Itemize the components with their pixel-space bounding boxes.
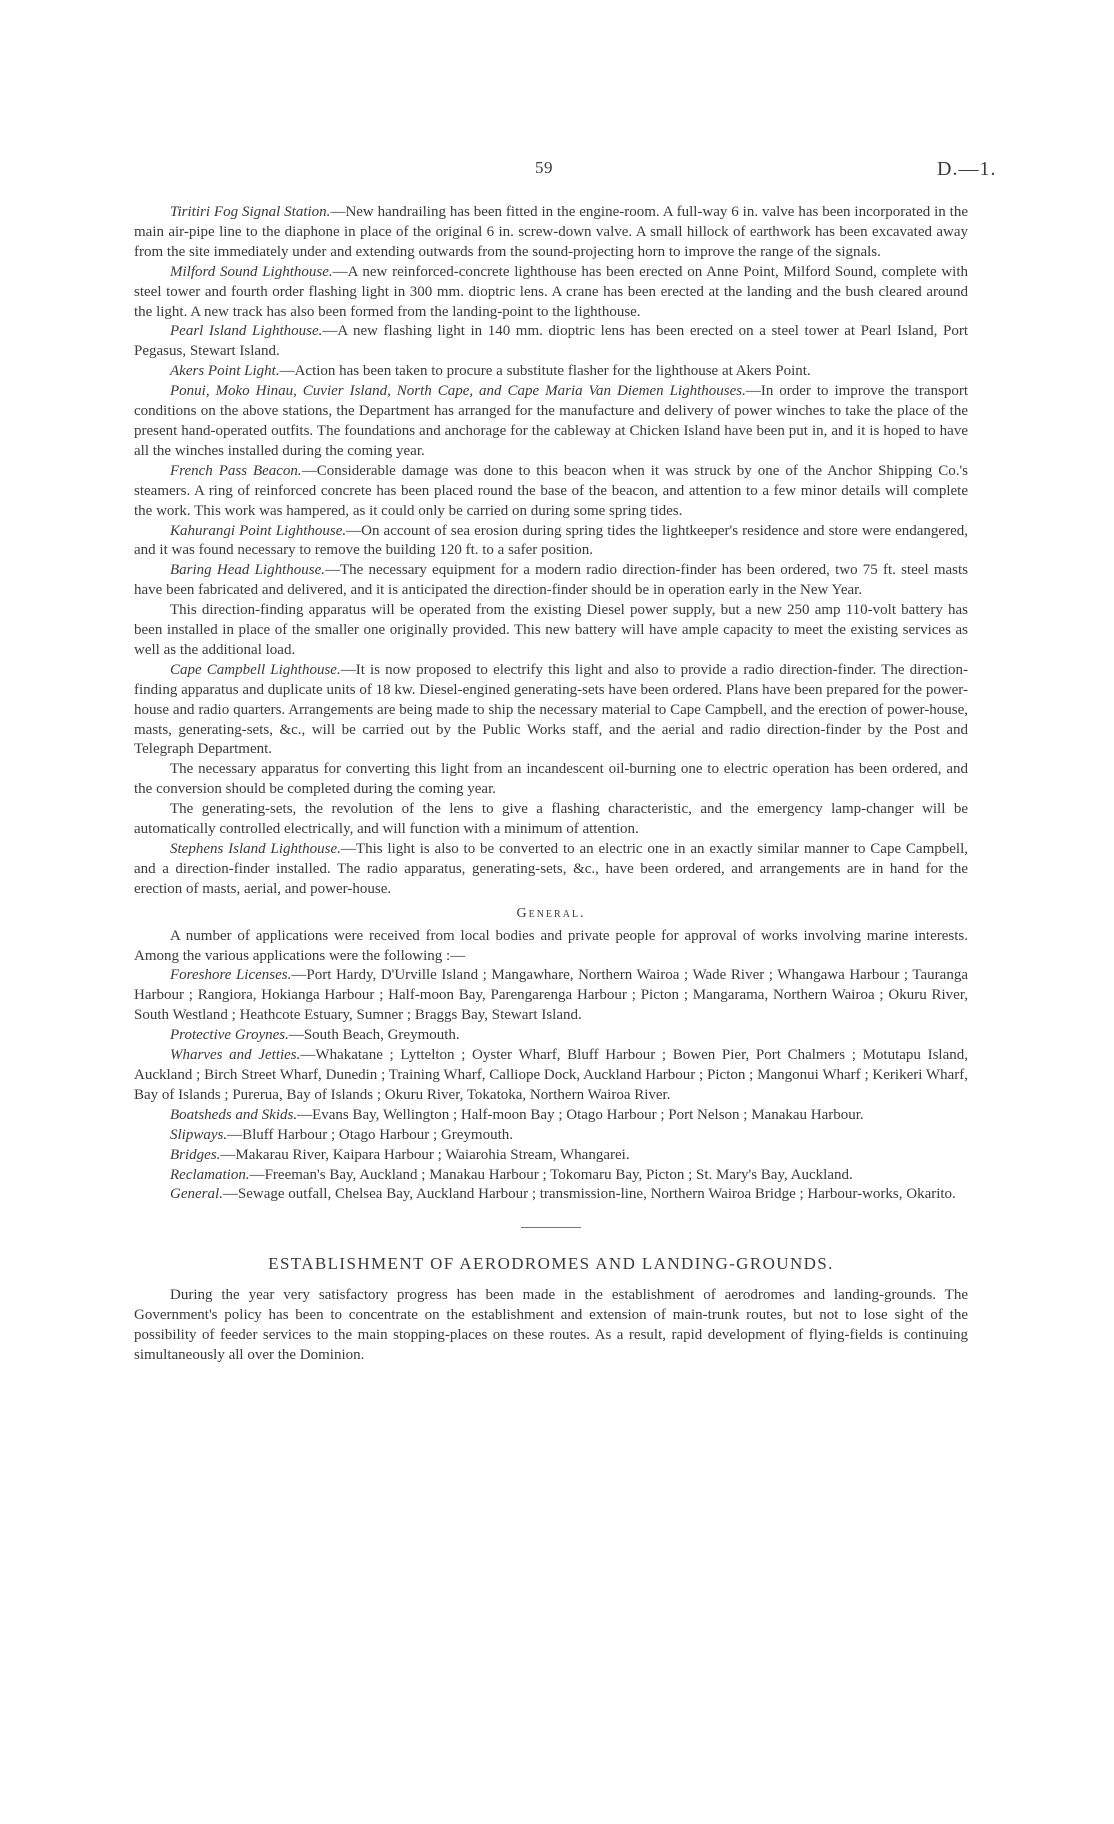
document-body [134,203,968,1366]
paragraph-text: —In order to improve the transport conditions on the above stations, the Department has arranged for the manufacture and delivery of power winches to take the place of the present hand-operated outfits. The foundations and anchorage for the cableway at Chicken Island have been put in, and it is hoped to have all the winches installed during the coming year. [134,383,968,459]
paragraph-text: —Evans Bay, Wellington ; Half-moon Bay ; Otago Harbour ; Port Nelson ; Manakau Harbour. [297,1106,864,1123]
paragraph-title: French Pass Beacon. [170,462,302,479]
paragraph-text: —New handrailing has been fitted in the engine-room. A full-way 6 in. valve has been incorporated in the main air-pipe line to the diaphone in place of the original 6 in. screw-down valve. A small hillock of earthwork has been excavated away from the site immediately under and extending outwards from the sound-projecting horn to improve the range of the signals. [134,204,968,260]
aerodromes-heading: ESTABLISHMENT OF AERODROMES AND LANDING-GROUNDS. [268,1254,834,1274]
paragraph [134,966,968,1026]
paragraph [134,927,968,967]
paragraph-text: —It is now proposed to electrify this light and also to provide a radio direction-finder. The direction-finding apparatus and duplicate units of 18 kw. Diesel-engined generating-sets have been ordered. Plans have been prepared for the power-house and radio quarters. Arrangements are being made to ship the necessary material to Cape Campbell, and the erection of power-house, masts, generating-sets, &c., will be carried out by the Public Works staff, and the aerial and radio direction-finder by the Post and Telegraph Department. [134,661,968,758]
paragraph-title: Baring Head Lighthouse. [170,562,326,579]
paragraph-title: Reclamation. [170,1166,250,1183]
paragraph-title: Bridges. [170,1146,221,1163]
paragraph [134,760,968,800]
paragraph [134,382,968,462]
paragraph-title: Foreshore Licenses. [170,967,292,984]
paragraph [134,1185,968,1205]
paragraph-text: This direction-finding apparatus will be operated from the existing Diesel power supply, but a new 250 amp 110-volt battery has been installed in place of the smaller one originally provided. This new battery will have ample capacity to meet the existing services as well as the additional load. [134,602,968,658]
section-divider [521,1227,581,1228]
paragraph [134,522,968,562]
paragraph-text: The generating-sets, the revolution of the lens to give a flashing characteristic, and the emergency lamp-changer will be automatically controlled electrically, and will function with a minimum of attention. [134,801,968,838]
paragraph-text: —Bluff Harbour ; Otago Harbour ; Greymouth. [227,1126,514,1143]
paragraph [134,561,968,601]
paragraph-title: Tiritiri Fog Signal Station. [170,204,331,220]
general-heading: General. [516,905,586,921]
paragraph-text: —South Beach, Greymouth. [288,1027,460,1044]
paragraph [134,800,968,840]
paragraph-title: Cape Campbell Lighthouse. [170,661,341,678]
paragraph-title: Milford Sound Lighthouse. [170,263,333,280]
paragraph [134,362,968,382]
paragraph [134,462,968,522]
paragraph-title: Akers Point Light. [170,363,280,380]
paragraph-text: —Whakatane ; Lyttelton ; Oyster Wharf, Bluff Harbour ; Bowen Pier, Port Chalmers ; Motutapu Island, Auckland ; Birch Street Wharf, Dunedin ; Training Wharf, Calliope Dock, Auckland Harbour ; Picton ; Mangonui Wharf ; Kerikeri Wharf, Bay of Islands ; Purerua, Bay of Islands ; Okuru River, Tokatoka, Northern Wairoa River. [134,1047,968,1103]
paragraph [134,840,968,900]
paragraph [134,661,968,761]
paragraph-text: —Considerable damage was done to this beacon when it was struck by one of the Anchor Shipping Co.'s steamers. A ring of reinforced concrete has been placed round the base of the beacon, and attention to a few minor details will complete the work. This work was hampered, as it could only be carried on during some spring tides. [134,462,968,519]
paragraph [134,1026,968,1046]
paragraph-title: Slipways. [170,1126,228,1143]
paragraph [134,1106,968,1126]
paragraph-text: —Sewage outfall, Chelsea Bay, Auckland Harbour ; transmission-line, Northern Wairoa Bridge ; Harbour-works, Okarito. [222,1186,956,1203]
paragraph [134,601,968,661]
general-applications-section [134,927,968,1206]
paragraph-title: Wharves and Jetties. [170,1047,301,1064]
paragraph-text: A number of applications were received from local bodies and private people for approval of works involving marine interests. Among the various applications were the following :— [134,927,968,964]
paragraph-text: —This light is also to be converted to an electric one in an exactly similar manner to Cape Campbell, and a direction-finder installed. The radio apparatus, generating-sets, &c., have been ordered, and arrangements are in hand for the erection of masts, aerial, and power-house. [134,841,968,897]
paragraph-text: —The necessary equipment for a modern radio direction-finder has been ordered, two 75 ft. steel masts have been fabricated and delivered, and it is anticipated the direction-finder should be in operation early in the New Year. [134,562,968,599]
paragraph [134,1046,968,1106]
paragraph-title: Pearl Island Lighthouse. [170,323,323,340]
lighthouse-works-section [134,203,968,900]
paragraph-text: —A new flashing light in 140 mm. dioptric lens has been erected on a steel tower at Pearl Island, Port Pegasus, Stewart Island. [134,323,969,360]
paragraph [134,1146,968,1166]
paragraph-title: General. [170,1186,223,1203]
page-header [0,158,1114,182]
paragraph-title: Boatsheds and Skids. [170,1106,298,1123]
paragraph-text: —A new reinforced-concrete lighthouse has been erected on Anne Point, Milford Sound, complete with steel tower and fourth order flashing light in 300 mm. dioptric lens. A crane has been erected at the landing and the bush cleared around the light. A new track has also been formed from the landing-point to the lighthouse. [134,263,968,320]
page-number: 59 [535,158,553,177]
paragraph [134,322,968,362]
paragraph-title: Stephens Island Lighthouse. [170,841,341,857]
paragraph-text: —Action has been taken to procure a substitute flasher for the lighthouse at Akers Point. [279,363,811,380]
paragraph-text: —On account of sea erosion during spring tides the lightkeeper's residence and store were endangered, and it was found necessary to remove the building 120 ft. to a safer position. [134,522,968,559]
paragraph [134,1126,968,1146]
paragraph-text: —Freeman's Bay, Auckland ; Manakau Harbour ; Tokomaru Bay, Picton ; St. Mary's Bay, Auckland. [249,1166,853,1183]
paragraph-text: —Makarau River, Kaipara Harbour ; Waiarohia Stream, Whangarei. [220,1146,630,1163]
paragraph [134,1166,968,1186]
paragraph-text: —Port Hardy, D'Urville Island ; Mangawhare, Northern Wairoa ; Wade River ; Whangawa Harbour ; Tauranga Harbour ; Rangiora, Hokianga Harbour ; Half-moon Bay, Parengarenga Harbour ; Picton ; Mangarama, Northern Wairoa ; Okuru River, South Westland ; Heathcote Estuary, Sumner ; Braggs Bay, Stewart Island. [134,967,968,1024]
paragraph-title: Ponui, Moko Hinau, Cuvier Island, North Cape, and Cape Maria Van Diemen Lighthouses. [170,383,746,400]
paragraph [134,203,968,263]
aerodromes-paragraph: During the year very satisfactory progress has been made in the establishment of aerodromes and landing-grounds. The Government's policy has been to concentrate on the establishment and extension of main-trunk routes, but not to lose sight of the possibility of feeder services to the main stopping-places on these routes. As a result, rapid development of flying-fields is continuing simultaneously all over the Dominion. [134,1287,968,1363]
document-reference: D.—1. [937,158,997,180]
paragraph-text: The necessary apparatus for converting this light from an incandescent oil-burning one to electric operation has been ordered, and the conversion should be completed during the coming year. [134,761,968,798]
paragraph-title: Kahurangi Point Lighthouse. [170,522,347,539]
paragraph-title: Protective Groynes. [170,1027,289,1044]
paragraph [134,263,968,323]
